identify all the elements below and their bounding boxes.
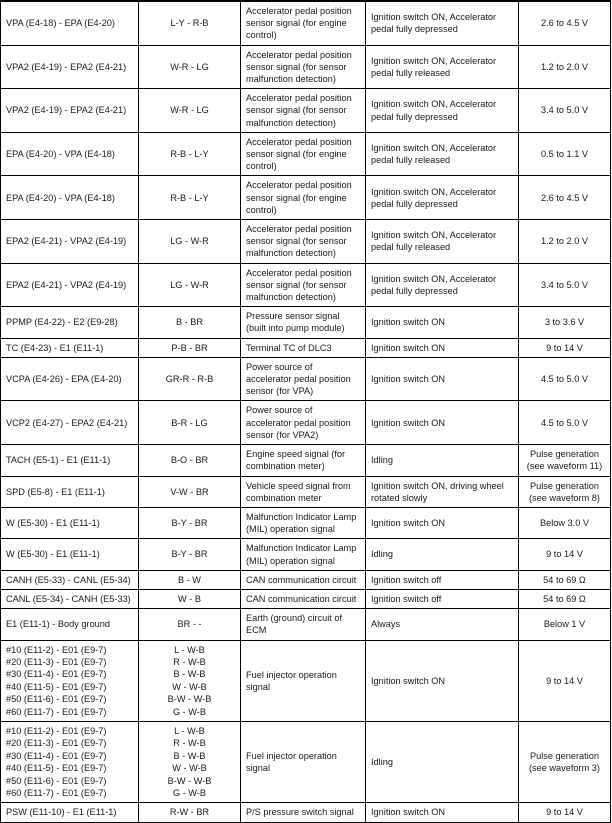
cell-condition: Ignition switch ON, Accelerator pedal fully released <box>366 45 519 89</box>
cell-specified-condition: 54 to 69 Ω <box>519 589 611 608</box>
cell-terminal-symbols: TACH (E5-1) - E1 (E11-1) <box>1 445 139 476</box>
cell-condition: Ignition switch ON <box>366 307 519 338</box>
cell-condition: Always <box>366 609 519 640</box>
cell-terminal-symbols: VPA (E4-18) - EPA (E4-20) <box>1 1 139 45</box>
table-row <box>1 640 611 721</box>
cell-terminal-symbols: W (E5-30) - E1 (E11-1) <box>1 507 139 538</box>
cell-condition: Ignition switch ON <box>366 401 519 445</box>
wiring-color-line: W - W-B <box>172 681 207 692</box>
cell-terminal-description: Accelerator pedal position sensor signal (for engine control) <box>241 176 366 220</box>
cell-specified-condition: 2.6 to 4.5 V <box>519 176 611 220</box>
terminal-symbol-line: #10 (E11-2) - E01 (E9-7) <box>6 644 107 655</box>
cell-terminal-symbols: TC (E4-23) - E1 (E11-1) <box>1 338 139 357</box>
cell-terminal-symbols: VPA2 (E4-19) - EPA2 (E4-21) <box>1 45 139 89</box>
table-row <box>1 507 611 538</box>
cell-terminal-description: CAN communication circuit <box>241 570 366 589</box>
table-row <box>1 357 611 401</box>
wiring-color-line: G - W-B <box>172 706 206 717</box>
cell-terminal-description: Pressure sensor signal (built into pump module) <box>241 307 366 338</box>
cell-terminal-description: Malfunction Indicator Lamp (MIL) operation signal <box>241 539 366 570</box>
wiring-color-line: B-W - W-B <box>167 694 212 705</box>
cell-condition: Ignition switch ON, Accelerator pedal fully depressed <box>366 1 519 45</box>
terminal-symbol-line: #40 (E11-5) - E01 (E9-7) <box>6 681 107 692</box>
terminal-symbol-line: #60 (E11-7) - E01 (E9-7) <box>6 706 107 717</box>
cell-wiring-color: W-R - LG <box>139 89 241 133</box>
cell-terminal-symbols <box>1 640 139 721</box>
cell-specified-condition: 9 to 14 V <box>519 338 611 357</box>
cell-terminal-description: Power source of accelerator pedal position sensor (for VPA) <box>241 357 366 401</box>
cell-condition: Ignition switch ON <box>366 507 519 538</box>
table-row <box>1 609 611 640</box>
table-row <box>1 539 611 570</box>
cell-wiring-color: P-B - BR <box>139 338 241 357</box>
cell-terminal-description: Accelerator pedal position sensor signal (for engine control) <box>241 132 366 176</box>
cell-wiring-color: B-O - BR <box>139 445 241 476</box>
wiring-color-line: B - W-B <box>173 669 206 680</box>
wiring-color-line: L - W-B <box>174 644 205 655</box>
cell-specified-condition: 1.2 to 2.0 V <box>519 220 611 264</box>
wiring-color-line: G - W-B <box>172 788 206 798</box>
cell-wiring-color: B - BR <box>139 307 241 338</box>
cell-wiring-color: L-Y - R-B <box>139 1 241 45</box>
terminal-symbol-line: #60 (E11-7) - E01 (E9-7) <box>6 788 107 798</box>
cell-terminal-description: Power source of accelerator pedal position sensor (for VPA2) <box>241 401 366 445</box>
terminal-symbol-line: #20 (E11-3) - E01 (E9-7) <box>6 656 107 667</box>
cell-terminal-description: Engine speed signal (for combination meter) <box>241 445 366 476</box>
table-row <box>1 803 611 822</box>
wiring-color-line: R - W-B <box>173 656 206 667</box>
table-row <box>1 220 611 264</box>
terminal-symbol-line: #50 (E11-6) - E01 (E9-7) <box>6 775 107 786</box>
cell-terminal-symbols: SPD (E5-8) - E1 (E11-1) <box>1 476 139 507</box>
cell-terminal-description: Accelerator pedal position sensor signal (for sensor malfunction detection) <box>241 263 366 307</box>
wiring-color-line: B-W - W-B <box>167 775 212 786</box>
cell-terminal-description: Accelerator pedal position sensor signal (for engine control) <box>241 1 366 45</box>
cell-terminal-symbols: EPA2 (E4-21) - VPA2 (E4-19) <box>1 220 139 264</box>
cell-specified-condition: 9 to 14 V <box>519 640 611 721</box>
cell-specified-condition: 9 to 14 V <box>519 803 611 822</box>
cell-wiring-color: GR-R - R-B <box>139 357 241 401</box>
cell-terminal-description: Vehicle speed signal from combination meter <box>241 476 366 507</box>
cell-terminal-symbols: EPA (E4-20) - VPA (E4-18) <box>1 132 139 176</box>
wiring-color-line: R - W-B <box>173 738 206 749</box>
cell-terminal-symbols <box>1 721 139 802</box>
cell-terminal-description: Accelerator pedal position sensor signal (for sensor malfunction detection) <box>241 45 366 89</box>
cell-condition: Ignition switch off <box>366 589 519 608</box>
table-row <box>1 589 611 608</box>
cell-wiring-color: R-W - BR <box>139 803 241 822</box>
cell-specified-condition: Below 1 V <box>519 609 611 640</box>
cell-terminal-symbols: PSW (E11-10) - E1 (E11-1) <box>1 803 139 822</box>
cell-wiring-color: LG - W-R <box>139 263 241 307</box>
terminal-symbol-line: #50 (E11-6) - E01 (E9-7) <box>6 694 107 705</box>
cell-terminal-symbols: W (E5-30) - E1 (E11-1) <box>1 539 139 570</box>
cell-terminal-symbols: EPA2 (E4-21) - VPA2 (E4-19) <box>1 263 139 307</box>
cell-terminal-description: P/S pressure switch signal <box>241 803 366 822</box>
cell-wiring-color: LG - W-R <box>139 220 241 264</box>
cell-specified-condition: Pulse generation (see waveform 3) <box>519 721 611 802</box>
terminal-symbol-line: #40 (E11-5) - E01 (E9-7) <box>6 763 107 774</box>
cell-wiring-color: W - B <box>139 589 241 608</box>
cell-specified-condition: 3.4 to 5.0 V <box>519 263 611 307</box>
terminal-symbol-line: #10 (E11-2) - E01 (E9-7) <box>6 725 107 736</box>
cell-terminal-description: Accelerator pedal position sensor signal (for sensor malfunction detection) <box>241 89 366 133</box>
cell-condition: Ignition switch ON, Accelerator pedal fully released <box>366 220 519 264</box>
cell-terminal-symbols: EPA (E4-20) - VPA (E4-18) <box>1 176 139 220</box>
cell-specified-condition: 1.2 to 2.0 V <box>519 45 611 89</box>
wiring-color-line: L - W-B <box>174 725 205 736</box>
cell-terminal-description: Terminal TC of DLC3 <box>241 338 366 357</box>
cell-specified-condition: 54 to 69 Ω <box>519 570 611 589</box>
cell-specified-condition: Below 3.0 V <box>519 507 611 538</box>
cell-terminal-description: Fuel injector operation signal <box>241 721 366 802</box>
cell-terminal-symbols: VCPA (E4-26) - EPA (E4-20) <box>1 357 139 401</box>
cell-condition: Idling <box>366 721 519 802</box>
cell-terminal-symbols: CANH (E5-33) - CANL (E5-34) <box>1 570 139 589</box>
cell-specified-condition: 4.5 to 5.0 V <box>519 357 611 401</box>
terminal-symbol-line: #30 (E11-4) - E01 (E9-7) <box>6 750 107 761</box>
table-row <box>1 570 611 589</box>
cell-wiring-color: B-R - LG <box>139 401 241 445</box>
table-row <box>1 721 611 802</box>
table-row <box>1 1 611 45</box>
cell-specified-condition: 9 to 14 V <box>519 539 611 570</box>
cell-terminal-description: Malfunction Indicator Lamp (MIL) operation signal <box>241 507 366 538</box>
cell-condition: Ignition switch ON, Accelerator pedal fully released <box>366 132 519 176</box>
cell-condition: Ignition switch ON, Accelerator pedal fully depressed <box>366 176 519 220</box>
cell-wiring-color: B-Y - BR <box>139 507 241 538</box>
table-row <box>1 307 611 338</box>
cell-wiring-color <box>139 640 241 721</box>
cell-terminal-symbols: VPA2 (E4-19) - EPA2 (E4-21) <box>1 89 139 133</box>
cell-specified-condition: 3 to 3.6 V <box>519 307 611 338</box>
cell-wiring-color: R-B - L-Y <box>139 132 241 176</box>
cell-condition: Ignition switch ON, Accelerator pedal fully depressed <box>366 89 519 133</box>
cell-specified-condition: 3.4 to 5.0 V <box>519 89 611 133</box>
cell-terminal-symbols: CANL (E5-34) - CANH (E5-33) <box>1 589 139 608</box>
table-row <box>1 89 611 133</box>
cell-wiring-color: R-B - L-Y <box>139 176 241 220</box>
table-row <box>1 263 611 307</box>
cell-terminal-symbols: VCP2 (E4-27) - EPA2 (E4-21) <box>1 401 139 445</box>
cell-wiring-color: B - W <box>139 570 241 589</box>
cell-wiring-color <box>139 721 241 802</box>
cell-condition: Ignition switch ON, Accelerator pedal fully depressed <box>366 263 519 307</box>
wiring-color-line: W - W-B <box>172 763 207 774</box>
cell-terminal-symbols: E1 (E11-1) - Body ground <box>1 609 139 640</box>
cell-condition: Ignition switch ON <box>366 357 519 401</box>
wiring-color-line: B - W-B <box>173 750 206 761</box>
cell-terminal-description: CAN communication circuit <box>241 589 366 608</box>
table-row <box>1 445 611 476</box>
cell-condition: Ignition switch off <box>366 570 519 589</box>
cell-specified-condition: Pulse generation (see waveform 8) <box>519 476 611 507</box>
cell-condition: Ignition switch ON <box>366 338 519 357</box>
table-body <box>1 1 611 822</box>
cell-wiring-color: W-R - LG <box>139 45 241 89</box>
cell-specified-condition: 0.5 to 1.1 V <box>519 132 611 176</box>
terminal-symbol-line: #30 (E11-4) - E01 (E9-7) <box>6 669 107 680</box>
cell-wiring-color: BR - - <box>139 609 241 640</box>
table-row <box>1 176 611 220</box>
cell-wiring-color: B-Y - BR <box>139 539 241 570</box>
cell-terminal-description: Accelerator pedal position sensor signal (for sensor malfunction detection) <box>241 220 366 264</box>
cell-specified-condition: Pulse generation (see waveform 11) <box>519 445 611 476</box>
cell-terminal-description: Fuel injector operation signal <box>241 640 366 721</box>
cell-condition: Idling <box>366 539 519 570</box>
cell-terminal-symbols: PPMP (E4-22) - E2 (E9-28) <box>1 307 139 338</box>
table-row <box>1 45 611 89</box>
cell-specified-condition: 2.6 to 4.5 V <box>519 1 611 45</box>
cell-condition: Idling <box>366 445 519 476</box>
table-row <box>1 401 611 445</box>
table-row <box>1 476 611 507</box>
cell-wiring-color: V-W - BR <box>139 476 241 507</box>
cell-terminal-description: Earth (ground) circuit of ECM <box>241 609 366 640</box>
terminal-symbol-line: #20 (E11-3) - E01 (E9-7) <box>6 738 107 749</box>
cell-condition: Ignition switch ON <box>366 803 519 822</box>
cell-condition: Ignition switch ON, driving wheel rotated slowly <box>366 476 519 507</box>
table-row <box>1 338 611 357</box>
cell-condition: Ignition switch ON <box>366 640 519 721</box>
table-row <box>1 132 611 176</box>
cell-specified-condition: 4.5 to 5.0 V <box>519 401 611 445</box>
